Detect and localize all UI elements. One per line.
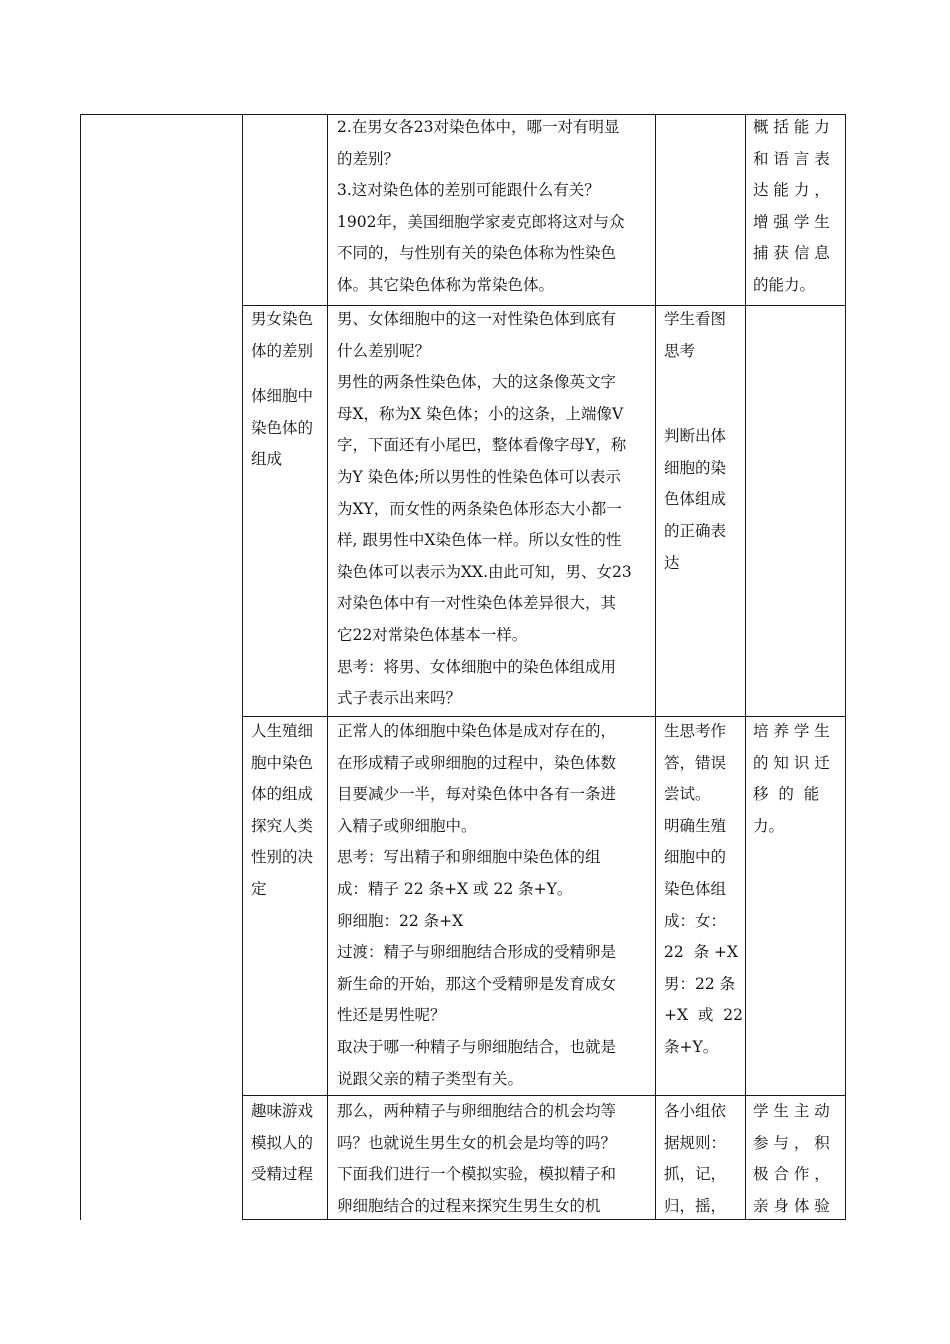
text-line: 学 生 主 动	[753, 1102, 830, 1120]
row3-topic-cell	[251, 716, 313, 906]
text-line: 细胞中的	[664, 848, 727, 867]
text-line: 的能力。	[753, 275, 816, 294]
text-line: 概 括 能 力	[753, 118, 830, 136]
text-line: 性别的决	[251, 848, 314, 867]
text-line: 细胞的染	[664, 458, 727, 477]
text-line: 下面我们进行一个模拟实验，模拟精子和	[337, 1165, 617, 1184]
row4-content-cell	[337, 1096, 616, 1222]
text-line: 吗？也就说生男生女的机会是均等的吗？	[337, 1133, 617, 1152]
row2-activity-cell	[664, 304, 726, 579]
text-line: 母X，称为X 染色体；小的这条，上端像V	[337, 404, 624, 423]
text-line: 答，错误	[664, 753, 727, 772]
table-divider-col1	[242, 114, 243, 1220]
text-line: 卵细胞结合的过程来探究生男生女的机	[337, 1196, 601, 1215]
text-line: 为Y 染色体;所以男性的性染色体可以表示	[337, 467, 621, 486]
text-line: 式子表示出来吗？	[337, 689, 462, 708]
text-line: 它22对常染色体基本一样。	[337, 625, 528, 644]
row3-content-cell	[337, 716, 616, 1095]
text-line: 各小组依	[664, 1102, 727, 1120]
table-divider-col4	[745, 114, 746, 1220]
text-line: 达 能 力 ，	[753, 181, 830, 200]
text-line: 归，摇，	[664, 1196, 727, 1215]
text-line: 胞中染色	[251, 753, 314, 772]
text-line: 达	[664, 553, 680, 572]
row4-activity-cell	[664, 1096, 726, 1222]
text-line: 男、女体细胞中的这一对性染色体到底有	[337, 310, 617, 328]
text-line: 探究人类	[251, 816, 314, 835]
text-line: 人生殖细	[251, 722, 314, 740]
text-line: 在形成精子或卵细胞的过程中，染色体数	[337, 753, 617, 772]
text-line: 男性的两条性染色体，大的这条像英文字	[337, 373, 617, 392]
text-line: 性还是男性呢？	[337, 1006, 446, 1025]
text-line: 那么，两种精子与卵细胞结合的机会均等	[337, 1102, 617, 1120]
text-line: 过渡：精子与卵细胞结合形成的受精卵是	[337, 943, 617, 962]
text-line: 尝试。	[664, 785, 711, 804]
text-line: 不同的，与性别有关的染色体称为性染色	[337, 244, 617, 263]
text-line: 思考	[664, 341, 696, 360]
text-line: 什么差别呢？	[337, 341, 431, 360]
text-line: 染色体的	[251, 418, 314, 437]
text-line: 1902年，美国细胞学家麦克郎将这对与众	[337, 212, 625, 231]
row3-activity-cell	[664, 716, 743, 1064]
text-line: 体的组成	[251, 785, 314, 804]
text-line: 色体组成	[664, 490, 727, 509]
text-line: 明确生殖	[664, 816, 727, 835]
text-line: 新生命的开始，那这个受精卵是发育成女	[337, 974, 617, 993]
text-line: +X 或 22	[664, 1006, 743, 1025]
text-line: 学生看图	[664, 310, 727, 328]
text-line: 判断出体	[664, 427, 727, 446]
row3-intent-cell	[753, 716, 830, 842]
text-line: 卵细胞：22 条+X	[337, 911, 464, 930]
text-line: 染色体组	[664, 879, 727, 898]
text-line: 模拟人的	[251, 1133, 314, 1152]
text-line: 据规则：	[664, 1133, 727, 1152]
text-line: 为XY，而女性的两条染色体形态大小都一	[337, 499, 622, 518]
text-line: 定	[251, 879, 267, 898]
text-line: 取决于哪一种精子与卵细胞结合，也就是	[337, 1037, 617, 1056]
text-line: 生思考作	[664, 722, 727, 740]
text-line: 趣味游戏	[251, 1102, 314, 1120]
text-line: 捕 获 信 息	[753, 244, 830, 263]
text-line: 入精子或卵细胞中。	[337, 816, 477, 835]
text-line: 2.在男女各23对染色体中，哪一对有明显	[337, 118, 620, 136]
text-line: 增 强 学 生	[753, 212, 830, 231]
table-divider-col2	[327, 114, 328, 1220]
text-line: 目要减少一半，每对染色体中各有一条进	[337, 785, 617, 804]
text-line: 对染色体中有一对性染色体差异很大，其	[337, 594, 617, 613]
text-line: 成：精子 22 条+X 或 22 条+Y。	[337, 879, 573, 898]
text-line: 亲 身 体 验	[753, 1196, 830, 1215]
text-line: 3.这对染色体的差别可能跟什么有关？	[337, 181, 600, 200]
row2-content-cell	[337, 304, 632, 715]
text-line: 和 语 言 表	[753, 149, 830, 168]
text-line: 的差别？	[337, 149, 400, 168]
text-line: 染色体可以表示为XX.由此可知，男、女23	[337, 562, 632, 581]
text-line: 22 条 +X	[664, 943, 739, 962]
row4-topic-cell	[251, 1096, 313, 1191]
text-line: 组成	[251, 450, 283, 469]
text-line: 思考：将男、女体细胞中的染色体组成用	[337, 657, 617, 676]
text-line: 正常人的体细胞中染色体是成对存在的，	[337, 722, 617, 740]
text-line: 体细胞中	[251, 387, 314, 406]
text-line: 字，下面还有小尾巴，整体看像字母Y，称	[337, 436, 627, 455]
text-line: 的正确表	[664, 521, 727, 540]
text-line: 男：22 条	[664, 974, 736, 993]
row1-intent-cell	[753, 112, 830, 302]
text-line: 力。	[753, 816, 785, 835]
row1-content-cell	[337, 112, 624, 302]
text-line: 的 知 识 迁	[753, 753, 830, 772]
text-line: 条+Y。	[664, 1037, 719, 1056]
text-line: 体。其它染色体称为常染色体。	[337, 275, 555, 294]
table-border-left	[80, 114, 81, 1220]
table-border-right	[845, 114, 846, 1220]
text-line: 体的差别	[251, 341, 314, 360]
text-line: 参 与 ， 积	[753, 1133, 830, 1152]
text-line: 受精过程	[251, 1165, 314, 1184]
row4-intent-cell	[753, 1096, 830, 1222]
text-line: 移 的 能	[753, 785, 820, 804]
row2-topic-cell	[251, 304, 313, 476]
table-divider-col3	[655, 114, 656, 1220]
text-line: 极 合 作 ，	[753, 1165, 830, 1184]
text-line: 抓，记，	[664, 1165, 727, 1184]
text-line: 思考：写出精子和卵细胞中染色体的组	[337, 848, 601, 867]
text-line: 成：女：	[664, 911, 727, 930]
text-line: 培 养 学 生	[753, 722, 830, 740]
text-line: 说跟父亲的精子类型有关。	[337, 1069, 524, 1088]
text-line: 样, 跟男性中X染色体一样。所以女性的性	[337, 531, 622, 550]
text-line: 男女染色	[251, 310, 314, 328]
